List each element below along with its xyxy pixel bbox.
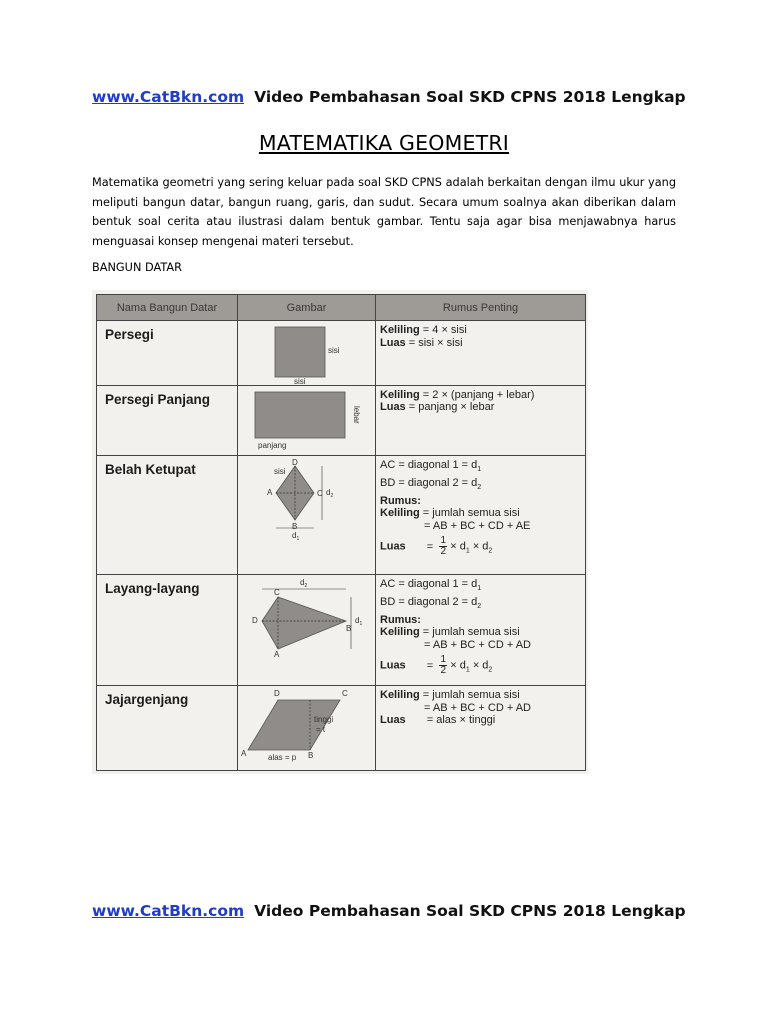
column-header-picture: Gambar — [238, 295, 376, 321]
diagonal-label: $d_1$ — [355, 616, 363, 628]
shape-name: Persegi Panjang — [97, 385, 238, 456]
header-link[interactable]: www.CatBkn.com — [92, 88, 245, 106]
parallelogram-figure — [238, 686, 376, 771]
vertex-label: C — [317, 489, 323, 499]
vertex-label: C — [342, 689, 348, 699]
vertex-label: A — [241, 749, 247, 759]
shape-name: Persegi — [97, 321, 238, 386]
diagonal-label: $d_2$ — [326, 488, 334, 500]
rhombus-figure — [238, 456, 376, 575]
kite-diagram — [238, 575, 375, 685]
rectangle-length-label: panjang — [258, 440, 287, 450]
shape-name: Jajargenjang — [97, 686, 238, 771]
page-header — [92, 88, 692, 106]
rhombus-diagram — [238, 456, 375, 574]
vertex-label: A — [267, 488, 273, 498]
formula-value: = sisi × sisi — [408, 336, 463, 349]
fraction-half: $\frac{1}{2}$ — [440, 535, 447, 558]
header-title: Video Pembahasan Soal SKD CPNS 2018 Lengkap — [254, 88, 686, 106]
table-row — [97, 385, 586, 456]
formula-key: Keliling — [380, 324, 420, 337]
section-heading: BANGUN DATAR — [92, 261, 182, 274]
rectangle-width-label: lebar — [352, 405, 361, 424]
footer-link[interactable]: www.CatBkn.com — [92, 902, 245, 920]
base-label: alas = p — [268, 753, 297, 763]
rectangle-figure — [238, 385, 376, 456]
table-row — [97, 686, 586, 771]
formula-key: Keliling — [380, 388, 420, 401]
vertex-label: D — [274, 689, 280, 699]
formula-value: = 4 × sisi — [422, 324, 467, 337]
formula-value: = panjang × lebar — [408, 401, 495, 414]
shapes-table — [96, 294, 586, 771]
vertex-label: B — [308, 751, 314, 761]
rectangle-formula — [376, 385, 586, 456]
shape-name: Belah Ketupat — [97, 456, 238, 575]
table-row — [97, 321, 586, 386]
parallelogram-formula: Keliling = jumlah semua sisi = AB + BC + CD + AD Luas = alas × tinggi — [376, 686, 586, 771]
square-figure — [238, 321, 376, 386]
side-label: sisi — [274, 467, 286, 477]
kite-figure — [238, 575, 376, 686]
vertex-label: A — [274, 650, 280, 660]
fraction-half: $\frac{1}{2}$ — [440, 654, 447, 677]
height-label: tinggi — [314, 715, 334, 725]
vertex-label: C — [274, 588, 280, 598]
rhombus-formula: AC = diagonal $1 = d_1$ BD = diagonal $2 = d_2$ Rumus: Keliling = jumlah semua sisi = AB + BC + CD + AE Luas = $\frac{1}{2}$ × $d_1 \times d_2$ — [376, 456, 586, 575]
intro-paragraph: Matematika geometri yang sering keluar pada soal SKD CPNS adalah berkaitan dengan ilmu ukur yang meliputi bangun datar, bangun ruang, garis, dan sudut. Secara umum soalnya akan diberikan dalam bentuk soal cerita atau ilustrasi dalam bentuk gambar. Tentu saja agar bisa menjawabnya harus menguasai konsep mengenai materi tersebut. — [92, 176, 676, 248]
square-bottom-label: sisi — [294, 377, 306, 386]
footer-title: Video Pembahasan Soal SKD CPNS 2018 Lengkap — [254, 902, 686, 920]
formula-key: Luas — [380, 336, 406, 349]
square-diagram — [238, 321, 375, 385]
parallelogram-diagram — [238, 686, 375, 770]
kite-formula: AC = diagonal $1 = d_1$ BD = diagonal $2 = d_2$ Rumus: Keliling = jumlah semua sisi = AB + BC + CD + AD Luas = $\frac{1}{2}$ × $d_1 \times d_2$ — [376, 575, 586, 686]
column-header-formula: Rumus Penting — [376, 295, 586, 321]
formula-key: Luas — [380, 401, 406, 414]
kite-shape — [262, 597, 346, 649]
shapes-table-image — [92, 290, 588, 774]
square-formula — [376, 321, 586, 386]
column-header-name: Nama Bangun Datar — [97, 295, 238, 321]
table-header-row — [97, 295, 586, 321]
document-title: MATEMATIKA GEOMETRI — [258, 131, 510, 155]
vertex-label: B — [292, 522, 298, 532]
diagonal-label: $d_1$ — [292, 531, 300, 543]
square-shape — [275, 327, 325, 377]
page-footer — [92, 902, 692, 920]
diagonal-label: $d_2$ — [300, 578, 308, 590]
formula-value: = 2 × (panjang + lebar) — [422, 388, 535, 401]
parallelogram-shape — [248, 700, 340, 750]
vertex-label: B — [346, 624, 352, 634]
rectangle-diagram — [238, 386, 375, 456]
table-row — [97, 456, 586, 575]
table-row — [97, 575, 586, 686]
square-side-label: sisi — [328, 346, 340, 356]
vertex-label: D — [292, 458, 298, 468]
rectangle-shape — [255, 392, 345, 438]
vertex-label: D — [252, 616, 258, 626]
height-value-label: = t — [316, 725, 326, 735]
shape-name: Layang-layang — [97, 575, 238, 686]
